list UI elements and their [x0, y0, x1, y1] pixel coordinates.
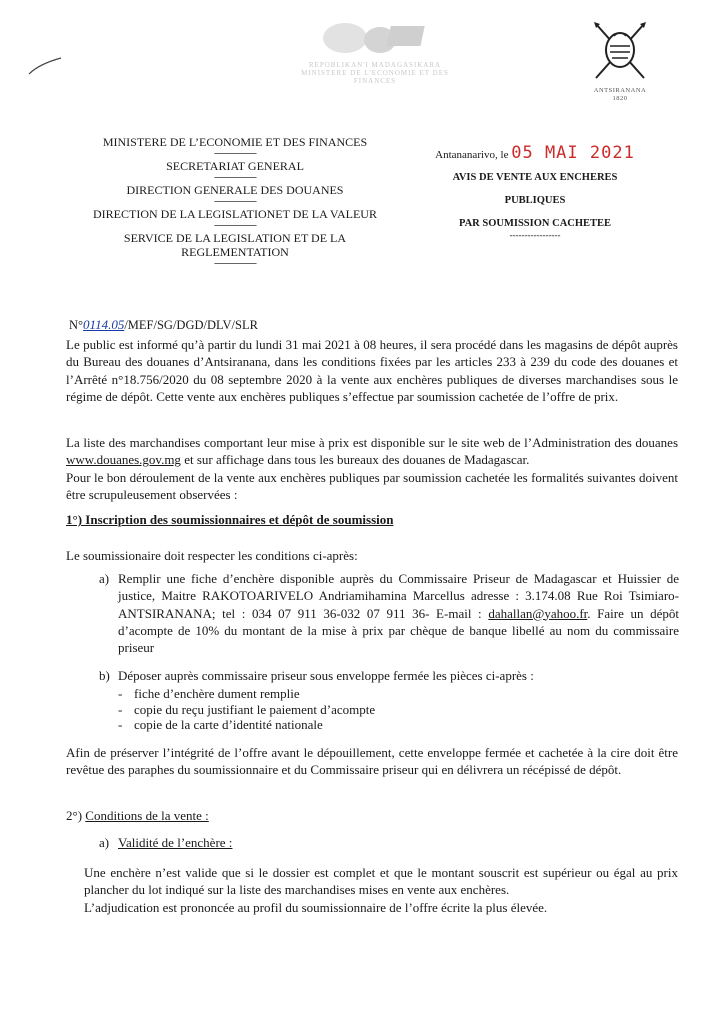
seal-text-1: REPOBLIKAN'I MADAGASIKARA [308, 61, 442, 69]
list-item: - copie de la carte d’identité nationale [118, 717, 375, 733]
section-2-title: Conditions de la vente : [85, 808, 209, 823]
sub-a-heading [99, 834, 679, 851]
separator: ------------------ [214, 220, 256, 231]
direction-legislation-name: DIRECTION DE LA LEGISLATIONET DE LA VALEUR [93, 207, 377, 221]
date-line [430, 143, 640, 163]
ref-prefix: N° [69, 318, 84, 332]
list-item: - fiche d’enchère dument remplie [118, 686, 375, 702]
item-a-text-1: Remplir une fiche d’enchère disponible auprès du Commissaire Priseur de Madagascar et Huissier de justice, Maitre RAKOTOARIVELO Andriamihamina Marcellus adresse : 3.174.08 Rue Roi Tsimiaro-ANTSIRANANA; tel : 034 07 911 36-032 07 911 36- E-mail : [118, 571, 679, 621]
section-2-heading [66, 807, 678, 824]
required-documents-list [118, 686, 375, 733]
crest-text: ANTSIRANANA [593, 87, 647, 94]
integrity-paragraph: Afin de préserver l’intégrité de l’offre avant le dépouillement, cette enveloppe fermée et cachetée à la cire doit être revêtue des paraphes du soumissionnaire et du Commissaire priseur qui en délivrera un récépissé de dépôt. [66, 745, 678, 778]
separator: ------------------ [214, 172, 256, 183]
section-2-number: 2°) [66, 808, 86, 823]
item-a [99, 570, 679, 656]
email-link[interactable]: dahallan@yahoo.fr [488, 605, 588, 621]
ministry-seal-watermark [300, 20, 450, 85]
antsiranana-crest [580, 20, 660, 110]
item-a-text-2: . Faire un dépôt d’acompte de 10% du montant de la mise à prix par chèque de banque libellé au nom du commissaire priseur [118, 605, 680, 656]
separator: ------------------ [214, 258, 256, 269]
reference-number [69, 317, 258, 333]
secretariat-name: SECRETARIAT GENERAL [166, 159, 304, 173]
ref-suffix: /MEF/SG/DGD/DLV/SLR [124, 318, 258, 332]
item-b [99, 667, 679, 684]
item-b-marker: b) [99, 668, 110, 683]
direction-generale-name: DIRECTION GENERALE DES DOUANES [126, 183, 344, 197]
separator: ----------------- [509, 230, 561, 240]
list-text-1: La liste des marchandises comportant leur mise à prix est disponible sur le site web de l’Administration des douanes [66, 435, 678, 450]
notice-title-1: AVIS DE VENTE AUX ENCHERES [452, 172, 618, 183]
validity-text: Une enchère n’est valide que si le dossier est complet et que le montant souscrit est supérieur ou égal au prix plancher du lot indiqué sur la liste des marchandises mises en vente aux enchères. [84, 865, 678, 898]
formalities-paragraph: Pour le bon déroulement de la vente aux enchères publiques par soumission cachetée les formalités suivantes doivent être scrupuleusement observées : [66, 469, 678, 502]
crest-shield-icon [590, 20, 650, 82]
ministry-name: MINISTERE DE L’ECONOMIE ET DES FINANCES [102, 135, 368, 149]
sub-a-marker: a) [99, 835, 110, 850]
list-availability-paragraph [66, 434, 678, 503]
service-name: SERVICE DE LA LEGISLATION ET DE LA REGLEMENTATION [123, 231, 347, 259]
crest-year: 1820 [612, 95, 628, 102]
website-link[interactable]: www.douanes.gov.mg [66, 452, 181, 468]
notice-title-2: PUBLIQUES [504, 195, 566, 206]
sub-a-title: Validité de l’enchère : [118, 835, 233, 850]
issuing-authority-block [80, 135, 390, 269]
item-a-marker: a) [99, 571, 110, 586]
separator: ------------------ [214, 148, 256, 159]
pen-mark [25, 50, 65, 80]
notice-title-block [430, 143, 640, 240]
list-text-2: et sur affichage dans tous les bureaux des douanes de Madagascar. [180, 452, 530, 468]
date-stamp: 05 MAI 2021 [511, 143, 635, 163]
validity-paragraph [84, 864, 678, 916]
ref-handwritten-number: 0114.05 [83, 317, 125, 332]
seal-emblem-icon [300, 20, 450, 56]
intro-paragraph: Le public est informé qu’à partir du lundi 31 mai 2021 à 08 heures, il sera procédé dans les magasins de dépôt auprès du Bureau des douanes d’Antsiranana, dans les conditions fixées par les articles 233 à 239 du code des douanes et l’Arrêté n°18.756/2020 du 08 septembre 2020 à la vente aux enchères publiques de diverses marchandises sous le régime de dépôt. Cette vente aux enchères publiques s’effectue par soumission cachetée de l’offre de prix. [66, 337, 678, 404]
section-1-heading: 1°) Inscription des soumissionnaires et dépôt de soumission [66, 512, 394, 527]
adjudication-text: L’adjudication est prononcée au profil du soumissionnaire de l’offre écrite la plus élevée. [84, 899, 548, 915]
list-item: - copie du reçu justifiant le paiement d’acompte [118, 702, 375, 718]
item-b-text: Déposer auprès commissaire priseur sous enveloppe fermée les pièces ci-après : [118, 668, 534, 683]
notice-title-3: PAR SOUMISSION CACHETEE [458, 218, 612, 229]
section-1-lead: Le soumissionaire doit respecter les conditions ci-après: [66, 548, 358, 563]
seal-text-2: MINISTERE DE L'ECONOMIE ET DES FINANCES [301, 69, 449, 85]
separator: ------------------ [214, 196, 256, 207]
place-label: Antananarivo, le [435, 149, 509, 161]
